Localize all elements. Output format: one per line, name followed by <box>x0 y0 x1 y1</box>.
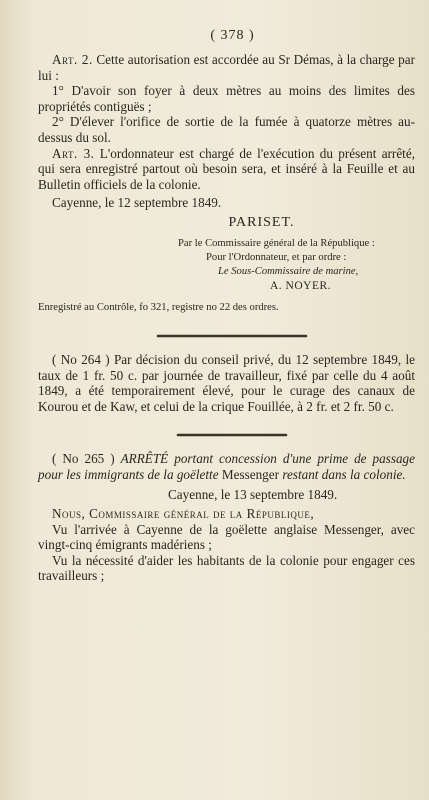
for-ordonnateur-line: Pour l'Ordonnateur, et par ordre : <box>206 251 347 263</box>
by-commissioner-line: Par le Commissaire général de la République : <box>178 237 375 249</box>
signature-pariset: PARISET. <box>228 214 295 230</box>
decree-date-2: Cayenne, le 13 septembre 1849. <box>168 486 338 502</box>
clause-2: 2° D'élever l'orifice de sortie de la fumée à quatorze mètres au-dessus du sol. <box>38 114 415 145</box>
clause-1: 1° D'avoir son foyer à deux mètres au moins des limites des propriétés contiguës ; <box>38 83 415 114</box>
entry-264: ( No 264 ) Par décision du conseil privé, du 12 septembre 1849, le taux de 1 fr. 50 c. par journée de travailleur, fixé par celle du 4 août 1849, a été temporairement élevé, pour le curage des canaux de Kourou et de Kaw, et celui de la crique Fouillée, à 2 fr. et 2 fr. 50 c. <box>38 351 415 414</box>
article-3-label: Art. 3. <box>52 145 95 161</box>
article-2 <box>38 52 415 83</box>
section-divider-2 <box>48 434 415 436</box>
registry-note: Enregistré au Contrôle, fo 321, registre no 22 des ordres. <box>38 301 279 313</box>
page-number: ( 378 ) <box>210 28 255 43</box>
decree-date-1: Cayenne, le 12 septembre 1849. <box>52 195 222 211</box>
signature-noyer: A. NOYER. <box>270 279 332 292</box>
article-3 <box>38 146 415 193</box>
vu-necessity: Vu la nécessité d'aider les habitants de la colonie pour engager ces travailleurs ; <box>38 552 415 584</box>
entry-265-heading <box>38 451 415 482</box>
entry-265-title-b: restant dans la colonie. <box>282 466 406 482</box>
article-2-label: Art. 2. <box>52 52 93 67</box>
entry-265-title-a: ARRÊTÉ portant concession d'une prime de passage pour les immigrants de la goëlette <box>38 451 415 482</box>
vu-arrival: Vu l'arrivée à Cayenne de la goëlette anglaise Messenger, avec vingt-cinq émigrants madériens ; <box>38 521 415 553</box>
nous-line: Nous, Commissaire général de la République, <box>52 506 315 522</box>
article-3-text: L'ordonnateur est chargé de l'exécution du présent arrêté, qui sera enregistré partout où besoin sera, et inséré à la Feuille et au Bulletin officiels de la colonie. <box>38 145 415 192</box>
sub-commissaire-line: Le Sous-Commissaire de marine, <box>218 265 359 277</box>
entry-265-number: ( No 265 ) <box>52 451 115 467</box>
article-2-text: Cette autorisation est accordée au Sr Démas, à la charge par lui : <box>38 52 416 83</box>
entry-265-ship: Messenger <box>221 466 280 482</box>
section-divider-1 <box>48 335 415 337</box>
